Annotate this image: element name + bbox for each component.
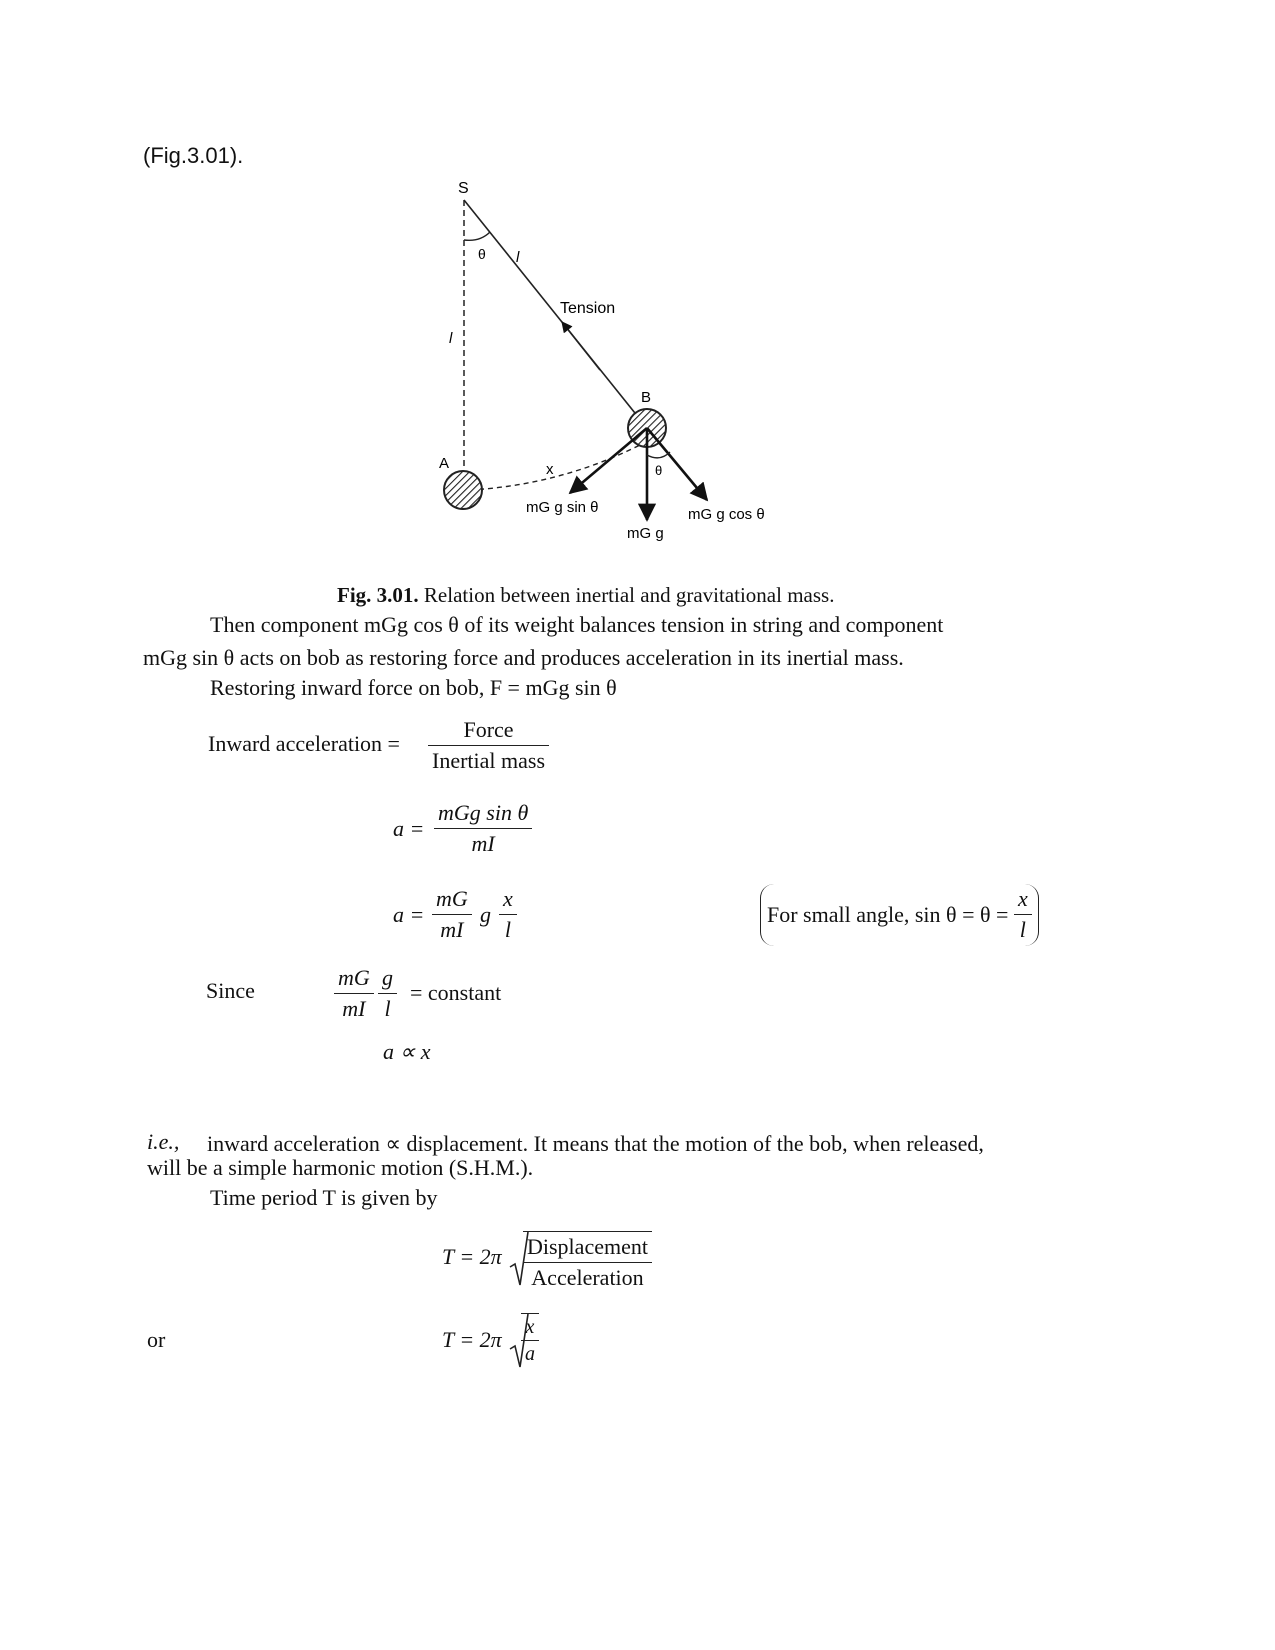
para2: Restoring inward force on bob, F = mGg sin θ <box>210 675 617 700</box>
caption-text: Relation between inertial and gravitational mass. <box>423 583 835 607</box>
label-x: x <box>546 461 554 478</box>
small-angle-x: x <box>1017 886 1028 911</box>
equals-constant: = constant <box>410 980 502 1005</box>
sqrt-fraction-2 <box>521 1313 539 1367</box>
denominator-inertial-mass: Inertial mass <box>428 745 549 776</box>
label-tension: Tension <box>560 300 616 317</box>
label-theta-top: θ <box>478 246 486 262</box>
eq2-lhs: a = <box>393 816 425 841</box>
eq3-g: g <box>480 902 491 927</box>
eq3-lhs: a = <box>393 902 425 927</box>
since-mi: mI <box>334 993 374 1024</box>
fraction-since-mass <box>334 963 374 1024</box>
label-theta-bottom: θ <box>655 463 663 478</box>
inward-acceleration-label: Inward acceleration = <box>208 731 400 756</box>
eq2-numerator: mGg sin θ <box>438 800 529 825</box>
label-l-vertical: l <box>449 330 453 347</box>
fraction-eq2 <box>434 798 532 859</box>
label-mg-sin: mG g sin θ <box>526 499 599 516</box>
since-g: g <box>382 965 393 990</box>
fraction-eq3-mass <box>432 884 472 945</box>
mg-sin-arrow <box>570 428 647 493</box>
figure-reference: (Fig.3.01). <box>143 143 244 168</box>
small-angle-fraction <box>1014 884 1032 945</box>
small-angle-l: l <box>1014 914 1032 945</box>
para3-line2: will be a simple harmonic motion (S.H.M.). <box>147 1155 534 1180</box>
para3-line1: inward acceleration ∝ displacement. It means that the motion of the bob, when released, <box>207 1131 984 1156</box>
eq3-x: x <box>503 886 513 911</box>
fraction-since-gl <box>378 963 397 1024</box>
swing-path <box>470 445 640 490</box>
label-s: S <box>458 180 469 197</box>
since-mg: mG <box>338 965 370 990</box>
time-period-text: Time period T is given by <box>210 1185 438 1210</box>
label-l-string: l <box>516 249 520 266</box>
string-line <box>464 200 647 428</box>
sqrt2-numerator: x <box>525 1316 535 1338</box>
tension-arrow <box>562 322 600 370</box>
proportional-eq: a ∝ x <box>383 1039 431 1064</box>
pendulum-diagram <box>380 170 800 550</box>
numerator-force: Force <box>463 717 514 742</box>
fraction-eq3-xl <box>499 884 517 945</box>
t-eq1-lhs: T = 2π <box>442 1244 502 1269</box>
angle-arc-top <box>464 232 490 240</box>
figure-caption <box>337 580 834 610</box>
ie-label: i.e., <box>147 1129 180 1154</box>
sqrt1-numerator: Displacement <box>527 1234 648 1259</box>
caption-label: Fig. 3.01. <box>337 583 419 607</box>
eq3-mi: mI <box>432 914 472 945</box>
small-angle-note <box>760 884 1039 946</box>
eq3-l: l <box>499 914 517 945</box>
label-a: A <box>439 455 450 472</box>
since-l: l <box>378 993 397 1024</box>
sqrt-fraction-1 <box>523 1231 652 1293</box>
label-mg-cos: mG g cos θ <box>688 506 765 523</box>
sqrt2-denominator: a <box>521 1340 539 1367</box>
since-label: Since <box>206 978 255 1003</box>
label-b: B <box>641 389 652 406</box>
para1-line1: Then component mGg cos θ of its weight balances tension in string and component <box>210 612 944 637</box>
eq2-denominator: mI <box>434 828 532 859</box>
t-eq2-lhs: T = 2π <box>442 1327 502 1352</box>
para1-line2: mGg sin θ acts on bob as restoring force and produces acceleration in its inertial mass. <box>143 645 904 670</box>
sqrt1-denominator: Acceleration <box>523 1262 652 1293</box>
eq3-mg: mG <box>436 886 468 911</box>
fraction-force-over-mass <box>428 715 549 776</box>
or-label: or <box>147 1327 166 1352</box>
label-mg: mG g <box>627 525 664 542</box>
small-angle-text: For small angle, sin θ = θ = <box>767 902 1009 927</box>
bob-a <box>444 471 482 509</box>
